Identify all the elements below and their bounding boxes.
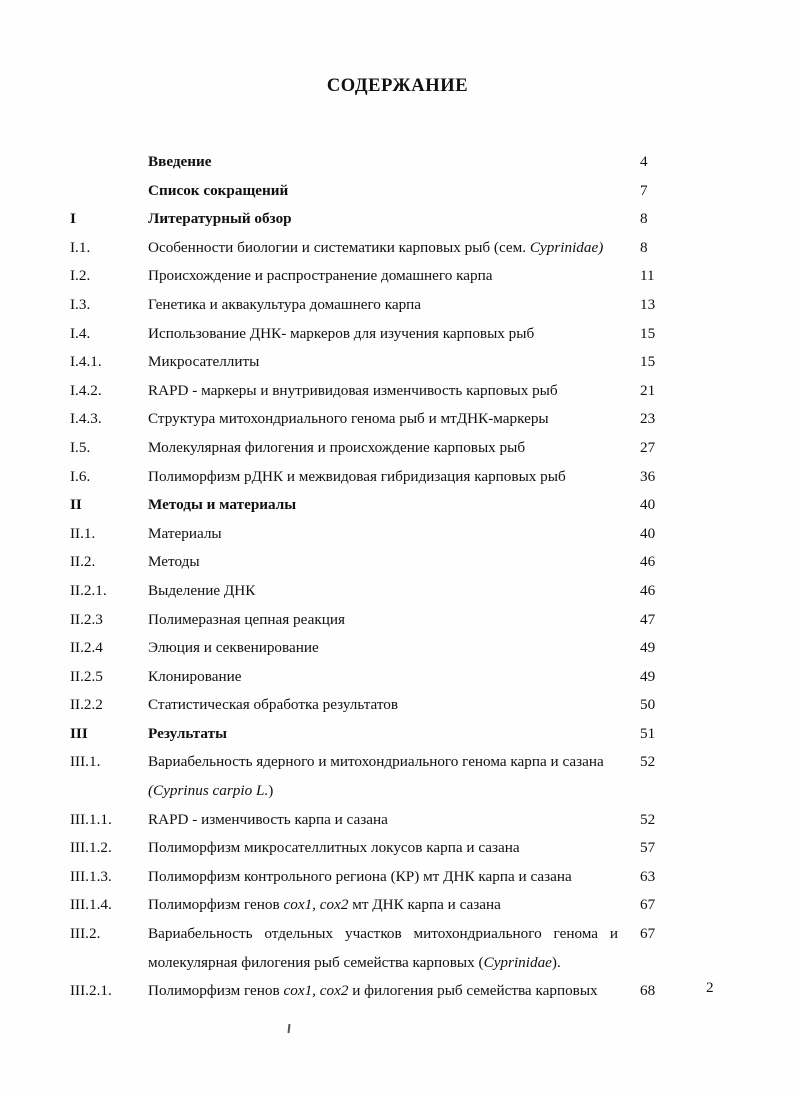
toc-title-text: Литературный обзор xyxy=(148,210,292,228)
toc-title-tail-text: мт ДНК карпа и сазана xyxy=(348,896,501,914)
toc-row[interactable] xyxy=(70,634,720,663)
toc-title-text: Статистическая обработка результатов xyxy=(148,696,399,714)
toc-row[interactable] xyxy=(70,463,720,492)
toc-page-number: 15 xyxy=(640,324,656,342)
toc-title-italic-text: cox1, cox2 xyxy=(283,982,349,1000)
toc-section-number: I.4.1. xyxy=(70,353,102,371)
toc-row[interactable] xyxy=(70,177,720,206)
toc-row[interactable] xyxy=(70,434,720,463)
toc-entry-title xyxy=(148,863,625,892)
toc-entry-title xyxy=(148,720,625,749)
toc-row[interactable] xyxy=(70,262,720,291)
toc-title-italic-text: cox1, cox2 xyxy=(283,896,349,914)
toc-section-number: I.6. xyxy=(70,467,91,485)
toc-entry-title xyxy=(148,548,625,577)
toc-entry-title xyxy=(148,920,618,977)
toc-row[interactable] xyxy=(70,320,720,349)
toc-entry-title xyxy=(148,463,625,492)
toc-title-text: Использование ДНК- маркеров для изучения карповых рыб xyxy=(148,324,535,342)
toc-title-text: Особенности биологии и систематики карповых рыб (сем. xyxy=(148,238,530,256)
toc-title-text: Результаты xyxy=(148,724,227,742)
toc-page-number: 52 xyxy=(640,810,656,828)
toc-entry-title xyxy=(148,177,625,206)
toc-section-number: I xyxy=(70,210,76,228)
toc-entry-title xyxy=(148,691,625,720)
toc-entry-title xyxy=(148,748,625,805)
toc-section-number: I.4.3. xyxy=(70,410,102,428)
toc-section-number: II.2.4 xyxy=(70,639,103,657)
toc-row[interactable] xyxy=(70,977,720,1006)
toc-title-text: RAPD - изменчивость карпа и сазана xyxy=(148,810,388,828)
toc-section-number: II.2.3 xyxy=(70,610,103,628)
toc-entry-title xyxy=(148,634,625,663)
toc-title-text: Вариабельность ядерного и митохондриального генома карпа и сазана xyxy=(148,753,604,771)
toc-entry-title xyxy=(148,434,625,463)
toc-title-text: Полиморфизм рДНК и межвидовая гибридизация карповых рыб xyxy=(148,467,566,485)
toc-entry-title xyxy=(148,520,625,549)
toc-entry-title xyxy=(148,348,625,377)
toc-section-number: II xyxy=(70,496,82,514)
toc-page-number: 57 xyxy=(640,839,656,857)
toc-line2-tail-text: ). xyxy=(551,953,561,971)
toc-line2-text: молекулярная филогения рыб семейства карповых ( xyxy=(148,953,484,971)
toc-page-number: 51 xyxy=(640,724,656,742)
toc-title-text: Материалы xyxy=(148,524,222,542)
toc-title-text: Методы и материалы xyxy=(148,496,297,514)
toc-page-number: 67 xyxy=(640,925,656,943)
toc-row[interactable] xyxy=(70,691,720,720)
toc-title-text: Введение xyxy=(148,153,212,170)
toc-title-text: Микросателлиты xyxy=(148,353,260,371)
toc-row[interactable] xyxy=(70,291,720,320)
toc-page-number: 40 xyxy=(640,524,656,542)
toc-section-number: III.1.2. xyxy=(70,839,112,857)
toc-row[interactable] xyxy=(70,663,720,692)
toc-row[interactable] xyxy=(70,891,720,920)
toc-entry-title xyxy=(148,205,625,234)
toc-line2-tail-text: ) xyxy=(268,782,274,800)
toc-title-text: Элюция и секвенирование xyxy=(148,639,319,657)
toc-title-text: Методы xyxy=(148,553,200,571)
toc-page-number: 8 xyxy=(640,238,648,256)
toc-section-number: II.2. xyxy=(70,553,96,571)
toc-row[interactable] xyxy=(70,377,720,406)
toc-page-number: 49 xyxy=(640,639,656,657)
toc-page-number: 23 xyxy=(640,410,656,428)
toc-entry-title xyxy=(148,234,625,263)
toc-title-tail-text: и филогения рыб семейства карповых xyxy=(348,982,598,1000)
toc-page-number: 67 xyxy=(640,896,656,914)
toc-line2-italic-text: Cyprinidae xyxy=(483,953,552,971)
toc-title-text: Полимеразная цепная реакция xyxy=(148,610,345,628)
toc-entry-title xyxy=(148,806,625,835)
toc-section-number: I.1. xyxy=(70,238,91,256)
toc-page-number: 46 xyxy=(640,581,656,599)
toc-entry-title xyxy=(148,262,625,291)
toc-row[interactable] xyxy=(70,348,720,377)
toc-entry-title xyxy=(148,291,625,320)
toc-entry-title xyxy=(148,405,625,434)
toc-row[interactable] xyxy=(70,606,720,635)
toc-title-text: Клонирование xyxy=(148,667,242,685)
toc-page-number: 50 xyxy=(640,696,656,714)
toc-page-number: 8 xyxy=(640,210,648,228)
toc-title-text: Происхождение и распространение домашнего карпа xyxy=(148,267,493,285)
toc-page-number: 4 xyxy=(640,153,648,170)
toc-title-italic-text: Cyprinidae) xyxy=(529,238,604,256)
toc-page-number: 7 xyxy=(640,181,648,199)
toc-page-number: 40 xyxy=(640,496,656,514)
toc-row[interactable] xyxy=(70,205,720,234)
page-number: 2 xyxy=(706,979,714,996)
toc-section-number: I.2. xyxy=(70,267,91,285)
toc-title-text: Выделение ДНК xyxy=(148,581,256,599)
toc-section-number: III.1.1. xyxy=(70,810,112,828)
toc-section-number: III.2. xyxy=(70,925,101,943)
toc-entry-title-line2 xyxy=(148,949,618,978)
toc-row[interactable] xyxy=(70,806,720,835)
toc-title-text: Список сокращений xyxy=(148,181,289,199)
toc-section-number: III xyxy=(70,724,88,742)
toc-section-number: II.2.2 xyxy=(70,696,103,714)
toc-title-text: Вариабельность отдельных участков митохондриального генома и xyxy=(148,925,618,943)
toc-row[interactable] xyxy=(70,748,720,805)
toc-entry-title xyxy=(148,577,625,606)
table-of-contents xyxy=(70,148,720,1006)
toc-page-number: 36 xyxy=(640,467,656,485)
toc-page-number: 13 xyxy=(640,295,656,313)
toc-section-number: III.1.3. xyxy=(70,867,112,885)
toc-section-number: I.4.2. xyxy=(70,381,102,399)
toc-page-number: 52 xyxy=(640,753,656,771)
toc-page-number: 15 xyxy=(640,353,656,371)
toc-title-text: Генетика и аквакультура домашнего карпа xyxy=(148,295,422,313)
toc-entry-title xyxy=(148,320,625,349)
toc-page-number: 46 xyxy=(640,553,656,571)
toc-page-number: 63 xyxy=(640,867,656,885)
toc-row[interactable] xyxy=(70,234,720,263)
toc-section-number: I.5. xyxy=(70,438,91,456)
toc-page-number: 68 xyxy=(640,982,656,1000)
toc-entry-title xyxy=(148,891,625,920)
toc-title-text: Полиморфизм контрольного региона (КР) мт ДНК карпа и сазана xyxy=(148,867,572,885)
toc-entry-title xyxy=(148,663,625,692)
toc-page-number: 11 xyxy=(640,267,655,285)
toc-section-number: I.3. xyxy=(70,295,91,313)
toc-page-number: 27 xyxy=(640,438,656,456)
toc-title-text: Полиморфизм микросателлитных локусов карпа и сазана xyxy=(148,839,520,857)
toc-title-text: Полиморфизм генов xyxy=(148,982,284,1000)
toc-section-number: III.1. xyxy=(70,753,101,771)
toc-title-text: Молекулярная филогения и происхождение карповых рыб xyxy=(148,438,526,456)
toc-section-number: II.1. xyxy=(70,524,96,542)
toc-title-text: RAPD - маркеры и внутривидовая изменчивость карповых рыб xyxy=(148,381,558,399)
toc-entry-title xyxy=(148,148,625,177)
toc-row[interactable] xyxy=(70,834,720,863)
toc-entry-title xyxy=(148,377,625,406)
toc-section-number: II.2.1. xyxy=(70,581,107,599)
toc-row[interactable] xyxy=(70,863,720,892)
toc-row[interactable] xyxy=(70,577,720,606)
scan-artifact-mark xyxy=(288,1024,291,1033)
toc-row[interactable] xyxy=(70,405,720,434)
toc-section-number: III.1.4. xyxy=(70,896,112,914)
toc-page-number: 21 xyxy=(640,381,656,399)
toc-title-text: Структура митохондриального генома рыб и мтДНК-маркеры xyxy=(148,410,549,428)
toc-page-number: 49 xyxy=(640,667,656,685)
toc-entry-title xyxy=(148,491,625,520)
toc-page-number: 47 xyxy=(640,610,656,628)
toc-row[interactable] xyxy=(70,920,720,977)
toc-row[interactable] xyxy=(70,520,720,549)
toc-row[interactable] xyxy=(70,491,720,520)
toc-entry-title-line2 xyxy=(148,777,625,806)
toc-section-number: III.2.1. xyxy=(70,982,112,1000)
toc-row[interactable] xyxy=(70,548,720,577)
toc-row[interactable] xyxy=(70,720,720,749)
toc-section-number: I.4. xyxy=(70,324,91,342)
toc-row[interactable] xyxy=(70,148,720,177)
toc-entry-title xyxy=(148,606,625,635)
toc-line2-italic-text: (Cyprinus carpio L. xyxy=(148,782,269,800)
toc-entry-title xyxy=(148,977,625,1006)
toc-entry-title xyxy=(148,834,625,863)
toc-section-number: II.2.5 xyxy=(70,667,103,685)
page-title: СОДЕРЖАНИЕ xyxy=(326,76,469,96)
toc-title-text: Полиморфизм генов xyxy=(148,896,284,914)
